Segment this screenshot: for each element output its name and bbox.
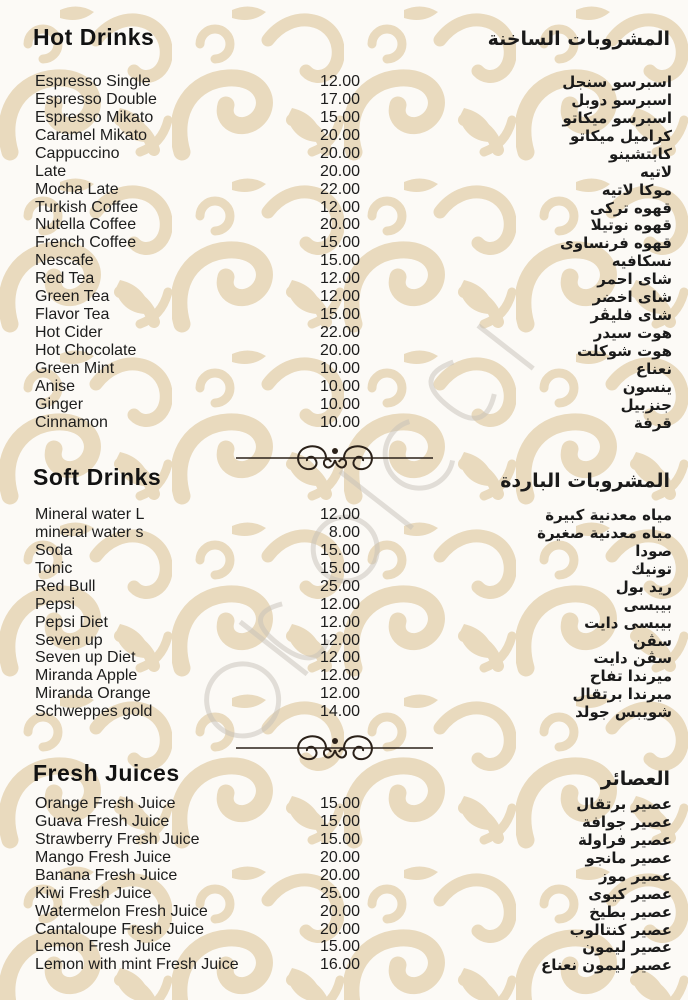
item-name-ar: شاى احمر [597, 270, 672, 289]
item-price: 17.00 [319, 90, 360, 108]
item-price: 20.00 [319, 920, 360, 938]
item-name-en: Cinnamon [35, 413, 108, 431]
item-name-ar: موكا لاتيه [601, 180, 672, 199]
item-name-ar: ينسون [622, 377, 672, 396]
menu-item-row [0, 324, 688, 342]
item-price: 20.00 [319, 902, 360, 920]
menu-item-row [0, 506, 688, 524]
item-name-en: Espresso Single [35, 72, 151, 90]
item-name-ar: هوت شوكلت [577, 342, 672, 361]
item-name-en: Cantaloupe Fresh Juice [35, 920, 204, 938]
item-name-en: Mocha Late [35, 180, 119, 198]
item-price: 16.00 [319, 956, 360, 974]
item-name-en: Green Mint [35, 359, 115, 377]
menu-item-row [0, 288, 688, 306]
menu-item-row [0, 91, 688, 109]
item-name-ar: نسكافيه [611, 252, 672, 271]
item-name-en: Orange Fresh Juice [35, 794, 176, 812]
item-name-en: Mango Fresh Juice [35, 848, 172, 866]
item-name-ar: سڤن [632, 631, 672, 650]
item-name-en: Seven up [35, 631, 103, 649]
item-name-en: Lemon Fresh Juice [35, 938, 172, 956]
item-name-en: Late [35, 162, 67, 180]
item-price: 20.00 [319, 866, 360, 884]
menu-item-row [0, 378, 688, 396]
menu-item-row [0, 667, 688, 685]
item-name-en: Red Tea [35, 270, 95, 288]
item-name-ar: ريد بول [615, 577, 672, 596]
item-name-en: Seven up Diet [35, 649, 136, 667]
item-price: 22.00 [319, 180, 360, 198]
item-price: 8.00 [328, 523, 360, 541]
item-name-ar: مياه معدنية كبيرة [545, 505, 672, 524]
item-price: 15.00 [319, 541, 360, 559]
section-title-hot-drinks-en: Hot Drinks [33, 24, 155, 50]
item-price: 12.00 [319, 270, 360, 288]
item-name-ar: شويبس جولد [575, 703, 672, 722]
menu-item-row [0, 127, 688, 145]
item-price: 15.00 [319, 252, 360, 270]
item-name-en: Cappuccino [35, 144, 120, 162]
item-price: 20.00 [319, 342, 360, 360]
item-price: 14.00 [319, 703, 360, 721]
menu-item-row [0, 885, 688, 903]
menu-item-row [0, 795, 688, 813]
fresh-juices-item-list [0, 795, 688, 974]
item-price: 20.00 [319, 162, 360, 180]
item-price: 12.00 [319, 198, 360, 216]
item-name-en: Espresso Double [35, 90, 157, 108]
item-name-en: Ginger [35, 395, 84, 413]
item-name-en: Mineral water L [35, 505, 145, 523]
menu-item-row [0, 849, 688, 867]
menu-item-row [0, 217, 688, 235]
item-name-en: Hot Cider [35, 324, 103, 342]
menu-item-row [0, 632, 688, 650]
item-name-ar: عصير جوافة [582, 812, 672, 831]
item-price: 12.00 [319, 649, 360, 667]
item-name-en: Miranda Apple [35, 667, 138, 685]
item-name-ar: عصير موز [598, 866, 672, 885]
item-price: 12.00 [319, 505, 360, 523]
item-price: 10.00 [319, 395, 360, 413]
menu-item-row [0, 560, 688, 578]
item-price: 15.00 [319, 812, 360, 830]
item-name-en: mineral water s [35, 523, 144, 541]
menu-item-row [0, 703, 688, 721]
item-name-ar: بيبسى دايت [584, 613, 672, 632]
menu-item-row [0, 181, 688, 199]
item-price: 12.00 [319, 595, 360, 613]
item-price: 25.00 [319, 884, 360, 902]
section-title-soft-drinks-en: Soft Drinks [33, 464, 162, 490]
item-name-en: Kiwi Fresh Juice [35, 884, 152, 902]
menu-item-row [0, 813, 688, 831]
menu-item-row [0, 234, 688, 252]
menu-item-row [0, 939, 688, 957]
menu-item-row [0, 578, 688, 596]
menu-item-row [0, 252, 688, 270]
menu-item-row [0, 306, 688, 324]
item-name-en: Espresso Mikato [35, 108, 154, 126]
menu-item-row [0, 685, 688, 703]
item-price: 10.00 [319, 413, 360, 431]
item-name-ar: عصير ليمون نعناع [540, 956, 672, 975]
item-name-ar: عصير برتقال [576, 794, 672, 813]
item-name-ar: شاى فليڤر [590, 306, 672, 325]
menu-item-row [0, 73, 688, 91]
menu-item-row [0, 921, 688, 939]
item-name-ar: كراميل ميكاتو [569, 126, 672, 145]
menu-item-row [0, 414, 688, 432]
item-name-ar: هوت سيدر [593, 324, 672, 343]
menu-item-row [0, 109, 688, 127]
hot-drinks-item-list [0, 73, 688, 432]
item-price: 12.00 [319, 72, 360, 90]
item-name-en: Green Tea [35, 288, 110, 306]
item-name-en: Tonic [35, 559, 73, 577]
item-price: 15.00 [319, 108, 360, 126]
item-name-ar: لاتيه [639, 162, 672, 181]
item-name-en: Lemon with mint Fresh Juice [35, 956, 239, 974]
item-name-ar: قهوه نوتيلا [590, 216, 672, 235]
item-name-ar: صودا [635, 541, 672, 560]
menu-item-row [0, 867, 688, 885]
menu-item-row [0, 831, 688, 849]
item-name-en: Watermelon Fresh Juice [35, 902, 208, 920]
item-name-en: Turkish Coffee [35, 198, 139, 216]
menu-item-row [0, 614, 688, 632]
item-name-ar: اسبرسو ميكاتو [562, 108, 672, 127]
item-name-ar: قهوه تركى [589, 198, 672, 217]
item-name-ar: شاى اخضر [592, 288, 672, 307]
item-name-ar: عصير بطيخ [589, 902, 672, 921]
section-title-fresh-juices-en: Fresh Juices [33, 760, 180, 786]
item-name-ar: عصير كنتالوب [569, 920, 672, 939]
item-price: 20.00 [319, 144, 360, 162]
menu-item-row [0, 163, 688, 181]
item-name-en: Red Bull [35, 577, 96, 595]
section-title-hot-drinks-ar: المشروبات الساخنة [487, 28, 670, 50]
menu-item-row [0, 396, 688, 414]
item-name-ar: سڤن دايت [593, 649, 672, 668]
item-name-en: French Coffee [35, 234, 137, 252]
item-name-ar: جنزبيل [620, 395, 672, 414]
item-price: 15.00 [319, 938, 360, 956]
item-price: 15.00 [319, 306, 360, 324]
menu-item-row [0, 542, 688, 560]
item-name-ar: مياه معدنية صغيرة [537, 523, 672, 542]
item-name-en: Anise [35, 377, 76, 395]
item-name-en: Banana Fresh Juice [35, 866, 178, 884]
item-price: 20.00 [319, 216, 360, 234]
item-name-en: Hot Chocolate [35, 342, 137, 360]
item-name-en: Caramel Mikato [35, 126, 148, 144]
item-name-ar: ميرندا تفاح [589, 667, 672, 686]
ornamental-divider [232, 442, 437, 474]
item-price: 12.00 [319, 631, 360, 649]
menu-item-row [0, 956, 688, 974]
item-name-en: Nescafe [35, 252, 94, 270]
menu-item-row [0, 524, 688, 542]
item-name-ar: بيبسى [623, 595, 672, 614]
item-name-ar: نعناع [635, 359, 672, 378]
soft-drinks-item-list [0, 506, 688, 721]
item-name-en: Schweppes gold [35, 703, 153, 721]
item-name-ar: ميرندا برتقال [572, 685, 672, 704]
item-name-ar: عصير كيوى [588, 884, 672, 903]
section-title-soft-drinks-ar: المشروبات الباردة [500, 470, 670, 492]
section-title-fresh-juices-ar: العصائر [600, 768, 670, 790]
menu-item-row [0, 650, 688, 668]
menu-item-row [0, 270, 688, 288]
item-price: 15.00 [319, 794, 360, 812]
menu-item-row [0, 360, 688, 378]
item-price: 15.00 [319, 559, 360, 577]
item-name-ar: اسبرسو سنجل [562, 72, 672, 91]
item-price: 25.00 [319, 577, 360, 595]
item-price: 12.00 [319, 685, 360, 703]
item-name-ar: كابتشينو [608, 144, 672, 163]
item-name-en: Pepsi Diet [35, 613, 108, 631]
menu-item-row [0, 199, 688, 217]
item-name-ar: اسبرسو دوبل [571, 90, 672, 109]
item-name-ar: قهوه فرنساوى [560, 234, 672, 253]
item-price: 12.00 [319, 288, 360, 306]
item-name-en: Nutella Coffee [35, 216, 137, 234]
item-name-en: Miranda Orange [35, 685, 151, 703]
item-name-ar: عصير ليمون [582, 938, 672, 957]
item-price: 20.00 [319, 848, 360, 866]
menu-item-row [0, 145, 688, 163]
item-name-en: Soda [35, 541, 73, 559]
menu-item-row [0, 596, 688, 614]
item-price: 20.00 [319, 126, 360, 144]
item-name-ar: عصير مانجو [585, 848, 672, 867]
ornamental-divider [232, 732, 437, 764]
menu-item-row [0, 342, 688, 360]
item-price: 15.00 [319, 234, 360, 252]
item-name-en: Guava Fresh Juice [35, 812, 170, 830]
item-name-ar: عصير فراولة [577, 830, 672, 849]
item-price: 15.00 [319, 830, 360, 848]
item-price: 10.00 [319, 359, 360, 377]
item-name-ar: قرفة [633, 413, 672, 432]
item-name-ar: تونيك [631, 559, 672, 578]
item-price: 12.00 [319, 667, 360, 685]
item-price: 22.00 [319, 324, 360, 342]
item-name-en: Pepsi [35, 595, 76, 613]
menu-item-row [0, 903, 688, 921]
item-name-en: Flavor Tea [35, 306, 110, 324]
item-price: 12.00 [319, 613, 360, 631]
item-price: 10.00 [319, 377, 360, 395]
item-name-en: Strawberry Fresh Juice [35, 830, 200, 848]
